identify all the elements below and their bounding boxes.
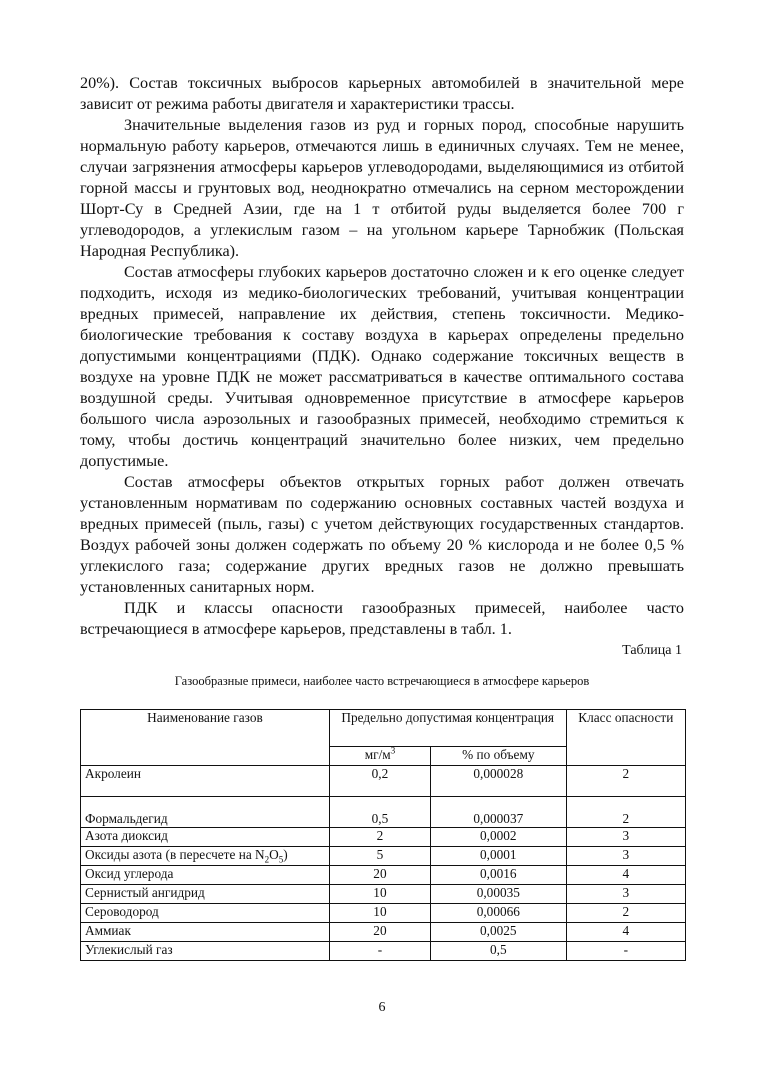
cell-gas-name: Углекислый газ: [81, 942, 330, 961]
gas-pdk-table: [80, 709, 686, 961]
mg-unit-exponent: 3: [390, 745, 396, 756]
table-row: [81, 766, 686, 797]
gas-name-prefix: Оксиды азота (в пересчете на N: [85, 847, 265, 862]
table-label: Таблица 1: [622, 643, 682, 658]
cell-mg: 0,2: [329, 766, 430, 797]
header-hazard-class: Класс опасности: [566, 710, 685, 766]
cell-class: 3: [566, 847, 685, 866]
cell-class: -: [566, 942, 685, 961]
header-percent-volume: % по объему: [431, 747, 567, 766]
cell-gas-name: Аммиак: [81, 923, 330, 942]
cell-gas-name: Сероводород: [81, 904, 330, 923]
paragraph-4: Состав атмосферы объектов открытых горных работ должен отвечать установленным нормативам по содержанию основных составных частей воздуха и вредных примесей (пыль, газы) с учетом действующих государственных стандартов. Воздух рабочей зоны должен содержать по объему 20 % кислорода и не более 0,5 % углекислого газа; содержание других вредных газов не должно превышать установленных санитарных норм.: [80, 473, 684, 596]
cell-percent: 0,0025: [431, 923, 567, 942]
cell-percent: 0,00035: [431, 885, 567, 904]
cell-class: 4: [566, 923, 685, 942]
cell-class: 3: [566, 828, 685, 847]
cell-percent: 0,0016: [431, 866, 567, 885]
page-number: 6: [378, 1000, 386, 1015]
header-pdk: Предельно допустимая концентрация: [329, 710, 566, 747]
paragraph-1: 20%). Состав токсичных выбросов карьерных автомобилей в значительной мере зависит от режима работы двигателя и характеристики трассы.: [80, 74, 684, 113]
header-mg-per-m3: [329, 747, 430, 766]
cell-percent: 0,000028: [431, 766, 567, 797]
paragraph-5: ПДК и классы опасности газообразных примесей, наиболее часто встречающиеся в атмосфере карьеров, представлены в табл. 1.: [80, 599, 684, 638]
cell-gas-name: Оксид углерода: [81, 866, 330, 885]
subscript: 5: [278, 854, 284, 865]
cell-class: 4: [566, 866, 685, 885]
cell-class: 2: [566, 904, 685, 923]
document-body: [80, 73, 684, 689]
cell-percent: 0,0001: [431, 847, 567, 866]
header-gas-name: Наименование газов: [81, 710, 330, 766]
cell-gas-name: Акролеин: [81, 766, 330, 797]
gas-name-mid: O: [269, 847, 279, 862]
paragraph-3: Состав атмосферы глубоких карьеров достаточно сложен и к его оценке следует подходить, исходя из медико-биологических требований, учитывая концентрации вредных примесей, направление их действия, степень токсичности. Медико-биологические требования к составу воздуха в карьерах определены предельно допустимыми концентрациями (ПДК). Однако содержание токсичных веществ в воздухе на уровне ПДК не может рассматриваться в качестве оптимального состава воздушной среды. Учитывая одновременное присутствие в атмосфере карьеров большого числа аэрозольных и газообразных примесей, необходимо стремиться к тому, чтобы достичь концентраций значительно более низких, чем предельно допустимые.: [80, 263, 684, 470]
cell-mg: 10: [329, 885, 430, 904]
cell-mg: 5: [329, 847, 430, 866]
cell-gas-name: [81, 847, 330, 866]
table-row: [81, 904, 686, 923]
table-row: [81, 797, 686, 828]
table-caption: Газообразные примеси, наиболее часто встречающиеся в атмосфере карьеров: [174, 674, 590, 688]
cell-percent: 0,000037: [431, 797, 567, 828]
table-row: [81, 866, 686, 885]
cell-gas-name: Сернистый ангидрид: [81, 885, 330, 904]
mg-unit: мг/м: [364, 747, 391, 762]
table-row: [81, 923, 686, 942]
subscript: 2: [264, 854, 270, 865]
cell-percent: 0,0002: [431, 828, 567, 847]
cell-gas-name: Азота диоксид: [81, 828, 330, 847]
cell-mg: 20: [329, 923, 430, 942]
table-row: [81, 942, 686, 961]
cell-percent: 0,5: [431, 942, 567, 961]
cell-mg: -: [329, 942, 430, 961]
table-row: [81, 885, 686, 904]
table-row: [81, 828, 686, 847]
gas-name-suffix: ): [283, 847, 288, 862]
cell-class: 2: [566, 766, 685, 797]
cell-mg: 2: [329, 828, 430, 847]
cell-class: 3: [566, 885, 685, 904]
cell-gas-name: Формальдегид: [81, 797, 330, 828]
paragraph-2: Значительные выделения газов из руд и горных пород, способные нарушить нормальную работу карьеров, отмечаются лишь в единичных случаях. Тем не менее, случаи загрязнения атмосферы карьеров углеводородами, выделяющимися из отбитой горной массы и грунтовых вод, неоднократно отмечались на серном месторождении Шорт-Су в Средней Азии, где на 1 т отбитой руды выделяется более 700 г углеводородов, а углекислым газом – на угольном карьере Тарнобжик (Польская Народная Республика).: [80, 116, 684, 260]
cell-mg: 20: [329, 866, 430, 885]
cell-class: 2: [566, 797, 685, 828]
cell-percent: 0,00066: [431, 904, 567, 923]
cell-mg: 0,5: [329, 797, 430, 828]
cell-mg: 10: [329, 904, 430, 923]
table-row: [81, 847, 686, 866]
table-header-row: [81, 710, 686, 747]
